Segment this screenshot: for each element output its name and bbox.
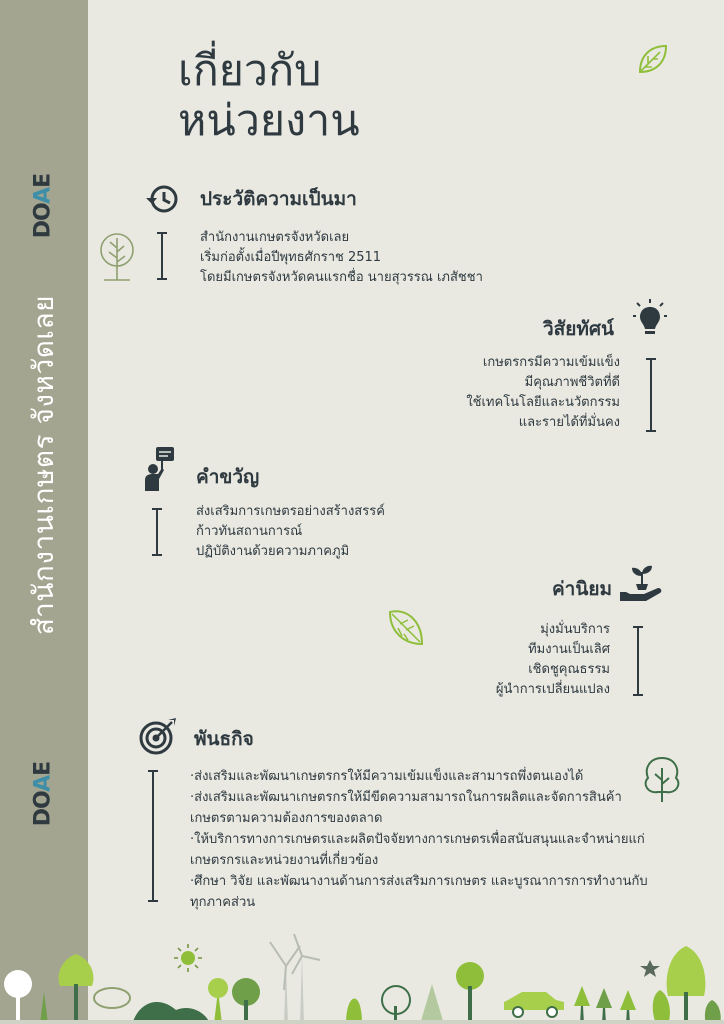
vision-text (466, 353, 620, 433)
title-line-1: เกี่ยวกับ (178, 46, 322, 96)
values-line: ทีมงานเป็นเลิศ (528, 642, 610, 657)
vision-heading: วิสัยทัศน์ (543, 318, 614, 340)
tree-outline-icon (98, 230, 136, 284)
history-bar (161, 232, 163, 280)
slogan-heading: คำขวัญ (196, 466, 260, 488)
leaf-icon (386, 604, 426, 648)
mission-text (190, 766, 670, 913)
lightbulb-icon (632, 298, 668, 338)
target-arrow-icon (138, 716, 178, 756)
values-line: ผู้นำการเปลี่ยนแปลง (495, 682, 610, 697)
slogan-line: ส่งเสริมการเกษตรอย่างสร้างสรรค์ (196, 504, 385, 519)
mission-line: ทุกภาคส่วน (190, 895, 256, 910)
history-text (200, 228, 483, 288)
title-line-2: หน่วยงาน (178, 96, 360, 146)
history-line: โดยมีเกษตรจังหวัดคนแรกชื่อ นายสุวรรณ เภสัชชา (200, 270, 483, 285)
mission-heading: พันธกิจ (194, 728, 254, 750)
history-clock-icon (144, 182, 180, 216)
leaf-icon (634, 42, 670, 78)
speaker-sign-icon (144, 446, 176, 492)
mission-bar (152, 770, 154, 902)
history-line: เริ่มก่อตั้งเมื่อปีพุทธศักราช 2511 (200, 250, 382, 265)
history-line: สำนักงานเกษตรจังหวัดเลย (200, 230, 350, 245)
doae-logo-top: DOAE (30, 173, 56, 239)
vision-line: และรายได้ที่มั่นคง (518, 415, 620, 430)
vision-line: ใช้เทคโนโลยีและนวัตกรรม (466, 395, 620, 410)
sidebar-org-name: สำนักงานเกษตร จังหวัดเลย (27, 294, 60, 636)
values-bar (637, 626, 639, 696)
values-line: เชิดชูคุณธรรม (528, 662, 610, 677)
sidebar (0, 0, 88, 1024)
vision-line: เกษตรกรมีความเข้มแข็ง (482, 355, 620, 370)
mission-line: ·ส่งเสริมและพัฒนาเกษตรกรให้มีความเข้มแข็งและสามารถพึ่งตนเองได้ (190, 769, 584, 784)
landscape-illustration (0, 930, 724, 1024)
mission-line: ·ให้บริการทางการเกษตรและผลิตปัจจัยทางการเกษตรเพื่อสนับสนุนและจำหน่ายแก่ (190, 832, 645, 847)
mission-line: ·ศึกษา วิจัย และพัฒนางานด้านการส่งเสริมการเกษตร และบูรณาการการทำงานกับ (190, 874, 648, 889)
vision-bar (650, 358, 652, 432)
values-text (496, 620, 610, 700)
mission-line: เกษตรตามความต้องการของตลาด (190, 811, 383, 826)
slogan-line: ปฏิบัติงานด้วยความภาคภูมิ (196, 544, 350, 559)
page-title (178, 46, 360, 146)
slogan-text (196, 502, 385, 562)
values-heading: ค่านิยม (551, 578, 612, 600)
vision-line: มีคุณภาพชีวิตที่ดี (524, 375, 620, 390)
mission-line: ·ส่งเสริมและพัฒนาเกษตรกรให้มีขีดความสามารถในการผลิตและจัดการสินค้า (190, 790, 622, 805)
slogan-bar (156, 508, 158, 556)
history-heading: ประวัติความเป็นมา (200, 188, 357, 210)
slogan-line: ก้าวทันสถานการณ์ (196, 524, 303, 539)
doae-logo-bottom: DOAE (30, 761, 56, 827)
mission-line: เกษตรกรและหน่วยงานที่เกี่ยวข้อง (190, 853, 379, 868)
values-line: มุ่งมั่นบริการ (540, 622, 610, 637)
hand-plant-icon (618, 564, 664, 604)
